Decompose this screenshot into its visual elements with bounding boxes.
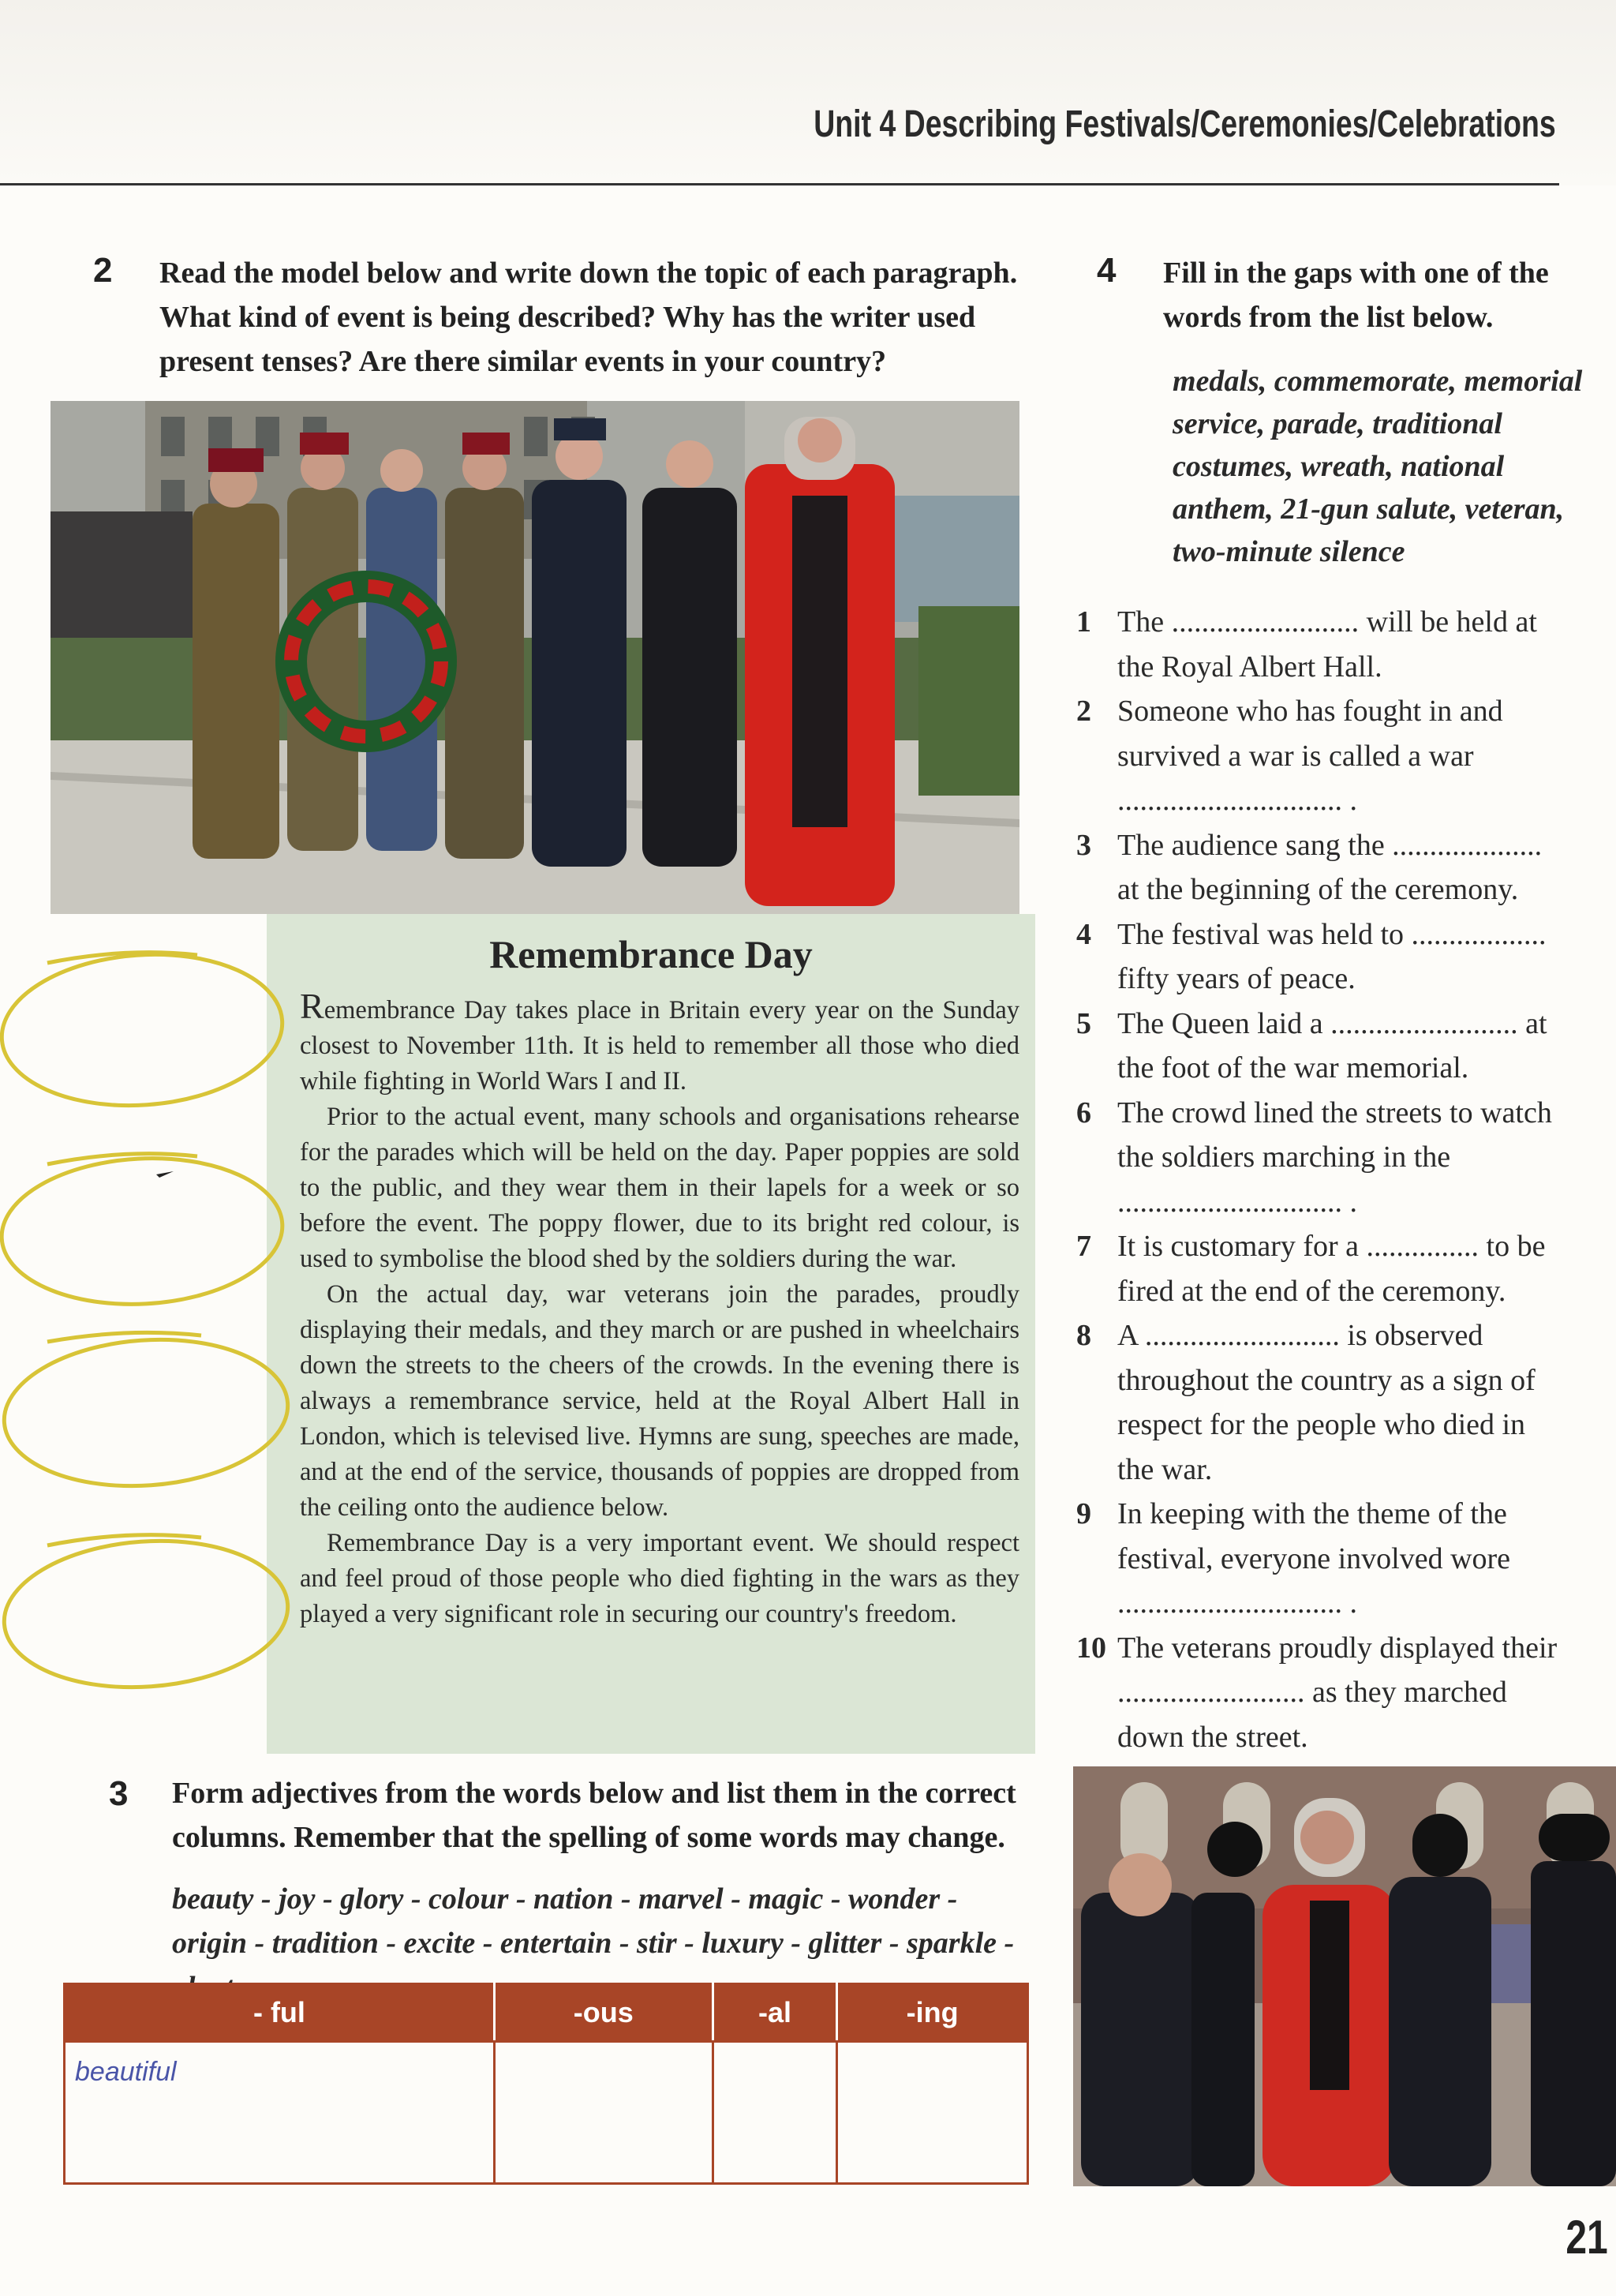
procession-photo bbox=[1073, 1766, 1616, 2186]
column-ous: -ous bbox=[494, 1984, 713, 2042]
gap-item-number: 6 bbox=[1076, 1096, 1091, 1129]
header-rule bbox=[0, 183, 1559, 185]
gap-item-text: Someone who has fought in and survived a war is called a war .............................. . bbox=[1117, 695, 1503, 817]
cell-ing bbox=[837, 2042, 1028, 2184]
exercise-4-number: 4 bbox=[1097, 251, 1117, 290]
adjective-table-row bbox=[65, 2042, 1028, 2184]
gap-item-text: The festival was held to .................. fifty years of peace. bbox=[1117, 917, 1547, 995]
gap-item-number: 10 bbox=[1076, 1631, 1106, 1665]
gap-item bbox=[1076, 912, 1566, 1002]
cell-al bbox=[713, 2042, 837, 2184]
gap-item-number: 7 bbox=[1076, 1230, 1091, 1263]
exercise-3-number: 3 bbox=[109, 1774, 129, 1813]
gap-item-text: The crowd lined the streets to watch the soldiers marching in the .............................. . bbox=[1117, 1096, 1552, 1219]
procession-illustration bbox=[1073, 1766, 1616, 2186]
exercise-4-instruction: Fill in the gaps with one of the words from the list below. bbox=[1163, 257, 1549, 334]
article-paragraph-1-text: emembrance Day takes place in Britain every year on the Sunday closest to November 11th. It is held to remember all those who died while fighting in World Wars I and II. bbox=[300, 996, 1019, 1096]
gap-item-text: The ......................... will be held at the Royal Albert Hall. bbox=[1117, 605, 1537, 684]
gap-item-number: 4 bbox=[1076, 917, 1091, 951]
gap-item bbox=[1076, 1224, 1566, 1313]
adjective-table bbox=[63, 1983, 1029, 2185]
topic-oval-4 bbox=[0, 1532, 293, 1697]
gap-item-number: 1 bbox=[1076, 605, 1091, 639]
gap-item-text: A .......................... is observed throughout the country as a sign of respect for the people who died in the war. bbox=[1117, 1319, 1536, 1486]
gap-item-number: 9 bbox=[1076, 1497, 1091, 1530]
exercise-3-word-list: beauty - joy - glory - colour - nation - marvel - magic - wonder - origin - tradition - excite - entertain - stir - luxury - glitter - sparkle - bbox=[172, 1882, 1015, 1960]
gap-item bbox=[1076, 1313, 1566, 1492]
gap-item bbox=[1076, 1626, 1566, 1760]
gap-item-number: 3 bbox=[1076, 828, 1091, 862]
gap-item-text: The veterans proudly displayed their ......................... as they marched down the street. bbox=[1117, 1631, 1558, 1754]
gap-item-number: 8 bbox=[1076, 1319, 1091, 1352]
exercise-2-number: 2 bbox=[93, 251, 113, 290]
gap-item bbox=[1076, 600, 1566, 689]
gap-item bbox=[1076, 1492, 1566, 1626]
gap-item bbox=[1076, 823, 1566, 912]
article-paragraph-4: Remembrance Day is a very important event. We should respect and feel proud of those people who died fighting in the wars as they played a very significant role in securing our country's freedom. bbox=[300, 1529, 1019, 1628]
page-number: 21 bbox=[1566, 2211, 1608, 2264]
gap-item-number: 2 bbox=[1076, 695, 1091, 728]
unit-title: Unit 4 Describing Festivals/Ceremonies/Celebrations bbox=[814, 103, 1556, 145]
topic-oval-3 bbox=[0, 1331, 293, 1496]
gap-item bbox=[1076, 1002, 1566, 1091]
exercise-4-word-list: medals, commemorate, memorial service, parade, traditional costumes, wreath, national anthem, 21-gun salute, veteran, two-minute silence bbox=[1173, 365, 1583, 568]
column-al: -al bbox=[713, 1984, 837, 2042]
adjective-table-header bbox=[65, 1984, 1028, 2042]
exercise-3-instruction: Form adjectives from the words below and list them in the correct columns. Remember that the spelling of some words may change. bbox=[172, 1777, 1016, 1854]
exercise-2-instruction: Read the model below and write down the topic of each paragraph. What kind of event is being described? Why has the writer used present tenses? Are there similar events in your country? bbox=[159, 257, 1018, 378]
column-ful: - ful bbox=[65, 1984, 495, 2042]
gap-item-text: In keeping with the theme of the festival, everyone involved wore .............................. . bbox=[1117, 1497, 1511, 1620]
ceremony-illustration bbox=[50, 401, 1019, 914]
gap-item-text: It is customary for a ............... to be fired at the end of the ceremony. bbox=[1117, 1230, 1546, 1308]
gap-item bbox=[1076, 689, 1566, 823]
gap-item-number: 5 bbox=[1076, 1006, 1091, 1040]
cell-ful-example: beautiful bbox=[65, 2042, 495, 2184]
remembrance-ceremony-photo bbox=[50, 401, 1019, 914]
article-paragraph-3: On the actual day, war veterans join the parades, proudly displaying their medals, and they march or are pushed in wheelchairs down the streets to the cheers of the crowds. In the evening there is always a remembrance service, held at the Royal Albert Hall in London, which is televised live. Hymns are sung, speeches are made, and at the end of the service, thousands of poppies are dropped from the ceiling onto the audience below. bbox=[300, 1280, 1019, 1522]
paragraph-topic-ovals bbox=[0, 939, 300, 1697]
article-paragraph-2: Prior to the actual event, many schools and organisations rehearse for the parades which will be held on the day. Paper poppies are sold to the public, and they wear them in their lapels for a week or so before the event. The poppy flower, due to its bright red colour, is used to symbolise the blood shed by the soldiers during the war. bbox=[300, 1103, 1019, 1273]
gap-fill-list bbox=[1076, 600, 1566, 1759]
column-ing: -ing bbox=[837, 1984, 1028, 2042]
topic-oval-1 bbox=[0, 946, 287, 1114]
cell-ous bbox=[494, 2042, 713, 2184]
gap-item-text: The Queen laid a ......................... at the foot of the war memorial. bbox=[1117, 1006, 1547, 1084]
article-title: Remembrance Day bbox=[489, 932, 813, 976]
previous-page-bleed bbox=[0, 0, 1616, 185]
gap-item bbox=[1076, 1091, 1566, 1225]
topic-oval-2 bbox=[0, 1152, 286, 1311]
article-body bbox=[300, 988, 1019, 1632]
gap-item-text: The audience sang the .................... at the beginning of the ceremony. bbox=[1117, 828, 1543, 906]
article-paragraph-1 bbox=[300, 988, 1019, 1099]
article-dropcap: R bbox=[300, 986, 324, 1026]
